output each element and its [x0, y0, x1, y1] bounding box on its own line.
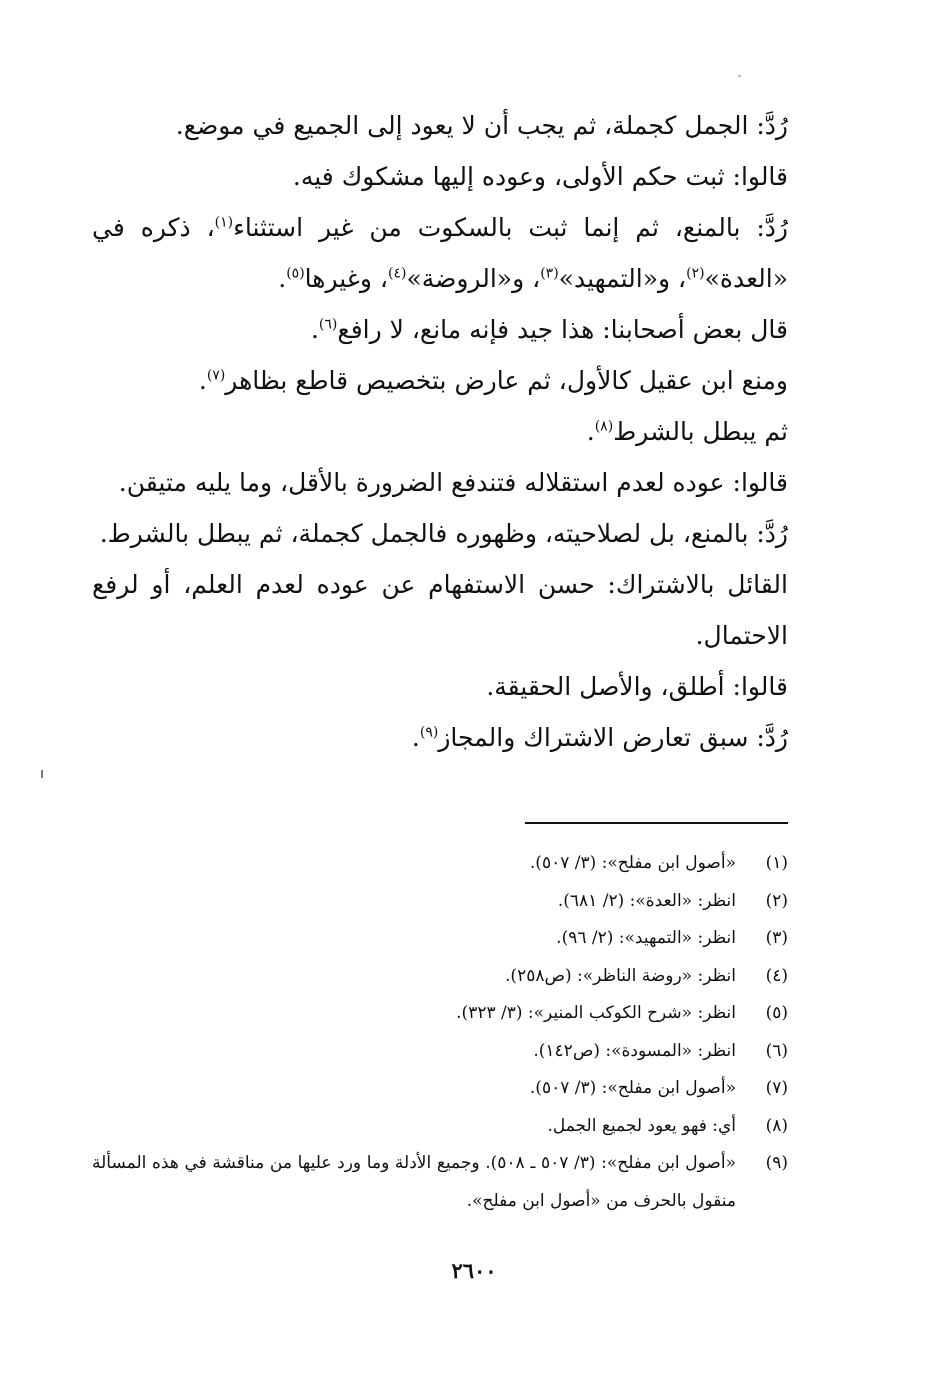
footnote-text: انظر: «العدة»: (٢/ ٦٨١).	[557, 890, 736, 911]
footnote-marker: (٥)	[286, 265, 305, 282]
paragraph-3	[92, 202, 788, 304]
scan-speck	[41, 770, 43, 778]
footnote-8	[92, 1108, 788, 1146]
footnotes	[92, 845, 788, 1220]
paragraph-11	[92, 712, 788, 763]
footnote-text: انظر: «المسودة»: (ص١٤٢).	[533, 1040, 736, 1061]
paragraph-text: قال بعض أصحابنا: هذا جيد فإنه مانع، لا رافع	[337, 315, 788, 344]
paragraph-text: .	[586, 417, 595, 446]
paragraph-text: رُدَّ: سبق تعارض الاشتراك والمجاز	[438, 723, 788, 752]
footnote-number: (٥)	[765, 1003, 788, 1023]
paragraph-2	[92, 151, 788, 202]
paragraph-10	[92, 661, 788, 712]
footnote-marker: (٧)	[206, 367, 226, 384]
footnote-text: «أصول ابن مفلح»: (٣/ ٥٠٧ ـ ٥٠٨). وجميع الأدلة وما ورد عليها من مناقشة في هذه المسألة منقول بالحرف من «أصول ابن مفلح».	[92, 1153, 736, 1211]
paragraph-6	[92, 406, 788, 457]
footnote-number: (٤)	[765, 965, 788, 986]
footnote-number: (١)	[765, 853, 788, 873]
footnote-7	[92, 1070, 788, 1108]
footnote-text: أي: فهو يعود لجميع الجمل.	[547, 1115, 736, 1136]
footnote-text: انظر: «التمهيد»: (٢/ ٩٦).	[556, 928, 736, 948]
footnote-marker: (١)	[214, 214, 234, 231]
footnote-marker: (٤)	[387, 265, 407, 282]
paragraph-7	[92, 457, 788, 508]
footnote-number: (٩)	[765, 1153, 788, 1173]
footnote-marker: (٩)	[419, 724, 439, 741]
paragraph-text: .	[310, 315, 319, 344]
paragraph-text: .	[411, 723, 420, 752]
paragraph-text: ثم يبطل بالشرط	[613, 417, 788, 446]
paragraph-text: ومنع ابن عقيل كالأول، ثم عارض بتخصيص قاطع بظاهر	[225, 366, 788, 395]
paragraph-text: قالوا: عوده لعدم استقلاله فتندفع الضرورة بالأقل، وما يليه متيقن.	[118, 468, 788, 497]
paragraph-text: ، و«الروضة»	[406, 264, 541, 293]
footnote-text: «أصول ابن مفلح»: (٣/ ٥٠٧).	[529, 853, 736, 873]
paragraph-text: ، و«التمهيد»	[558, 264, 687, 293]
footnote-marker: (٦)	[318, 316, 338, 333]
paragraph-5	[92, 355, 788, 406]
footnote-2	[92, 883, 788, 921]
paragraph-text: رُدَّ: بالمنع، بل لصلاحيته، وظهوره فالجمل كجملة، ثم يبطل بالشرط.	[99, 519, 788, 548]
footnote-1	[92, 845, 788, 883]
scan-speck	[738, 75, 741, 77]
footnote-number: (٦)	[765, 1040, 788, 1061]
paragraph-text: قالوا: أطلق، والأصل الحقيقة.	[486, 672, 788, 701]
paragraph-text: ، ذكره في «العدة»	[92, 213, 788, 293]
paragraph-text: رُدَّ: بالمنع، ثم إنما ثبت بالسكوت من غير استثناء	[233, 213, 788, 242]
footnote-5	[92, 995, 788, 1033]
paragraph-1	[92, 100, 788, 151]
page-number: ٢٦٠٠	[451, 1258, 497, 1283]
paragraph-text: .	[198, 366, 207, 395]
paragraph-text: .	[278, 264, 287, 293]
paragraph-text: رُدَّ: الجمل كجملة، ثم يجب أن لا يعود إلى الجميع في موضع.	[175, 111, 788, 140]
paragraph-text: ، وغيرها	[304, 264, 388, 293]
main-text	[92, 100, 788, 763]
paragraph-4	[92, 304, 788, 355]
footnote-text: انظر: «شرح الكوكب المنير»: (٣/ ٣٢٣).	[456, 1003, 736, 1023]
footnote-text: انظر: «روضة الناظر»: (ص٢٥٨).	[505, 965, 736, 986]
footnote-number: (٨)	[765, 1115, 788, 1136]
footnote-separator	[525, 822, 788, 824]
footnote-number: (٢)	[765, 890, 788, 911]
paragraph-9	[92, 559, 788, 661]
footnote-marker: (٨)	[594, 418, 614, 435]
footnote-9	[92, 1145, 788, 1220]
footnote-number: (٣)	[765, 928, 788, 948]
footnote-4	[92, 958, 788, 996]
footnote-number: (٧)	[765, 1078, 788, 1098]
footnote-text: «أصول ابن مفلح»: (٣/ ٥٠٧).	[529, 1078, 736, 1098]
footnote-marker: (٣)	[540, 265, 559, 282]
paragraph-text: قالوا: ثبت حكم الأولى، وعوده إليها مشكوك فيه.	[292, 162, 788, 191]
footnote-marker: (٢)	[686, 265, 705, 282]
footnote-3	[92, 920, 788, 958]
paragraph-8	[92, 508, 788, 559]
paragraph-text: القائل بالاشتراك: حسن الاستفهام عن عوده لعدم العلم، أو لرفع الاحتمال.	[92, 570, 788, 650]
footnote-6	[92, 1033, 788, 1071]
